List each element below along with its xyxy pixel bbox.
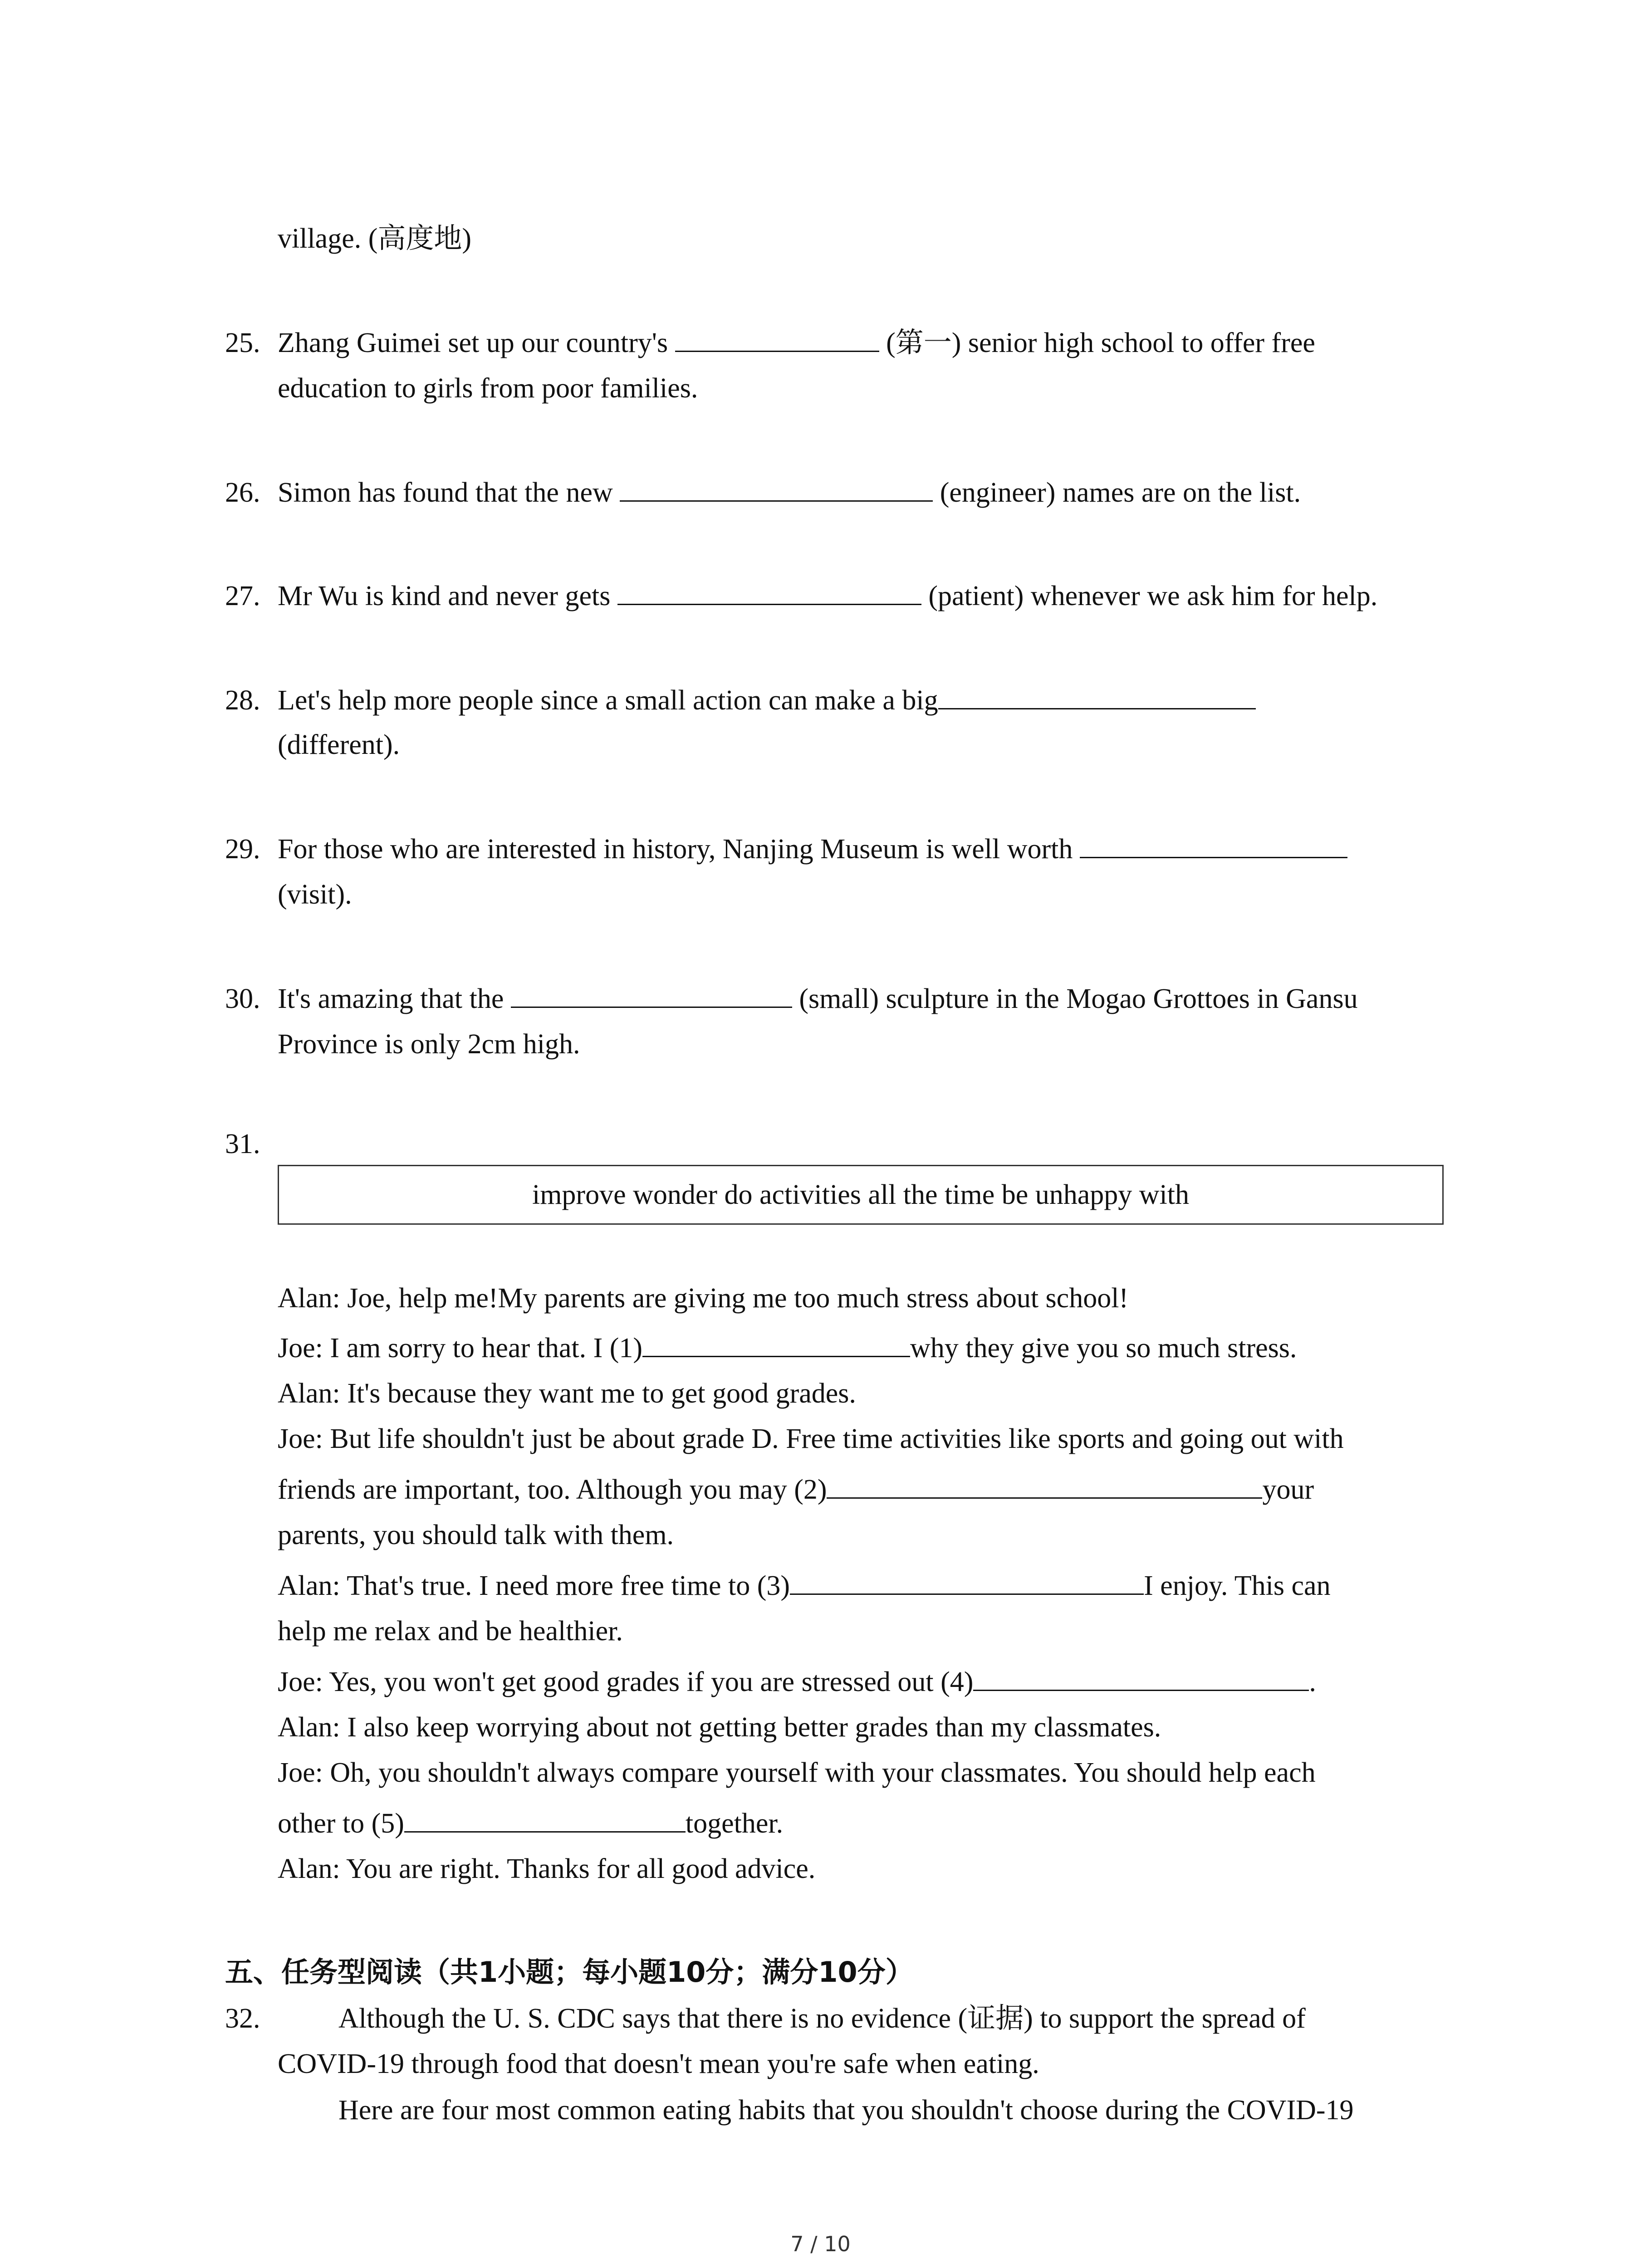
dialogue-9-text-a: Joe: Yes, you won't get good grades if you are stressed out (4) bbox=[278, 1667, 974, 1697]
question-number-30: 30. bbox=[225, 983, 260, 1014]
question-28-line-1 bbox=[278, 682, 1256, 719]
dialogue-line-12 bbox=[278, 1805, 783, 1842]
answer-blank-26[interactable] bbox=[620, 475, 933, 502]
question-number-25: 25. bbox=[225, 327, 260, 358]
question-27-line bbox=[278, 578, 1377, 614]
question-30-text-a: It's amazing that the bbox=[278, 983, 504, 1014]
answer-blank-31-2[interactable] bbox=[827, 1472, 1262, 1499]
question-30-line-1 bbox=[278, 981, 1358, 1017]
dialogue-line-6: parents, you should talk with them. bbox=[278, 1520, 674, 1550]
question-25-text-b: (第一) senior high school to offer free bbox=[886, 327, 1315, 358]
answer-blank-30[interactable] bbox=[511, 981, 792, 1008]
dialogue-5-text-a: friends are important, too. Although you may (2) bbox=[278, 1474, 827, 1505]
question-29-text-a: For those who are interested in history, Nanjing Museum is well worth bbox=[278, 834, 1073, 865]
question-number-28: 28. bbox=[225, 685, 260, 716]
dialogue-9-text-b: . bbox=[1309, 1667, 1316, 1697]
question-25-line-2: education to girls from poor families. bbox=[278, 373, 698, 404]
dialogue-5-text-b: your bbox=[1262, 1474, 1314, 1505]
dialogue-line-10: Alan: I also keep worrying about not getting better grades than my classmates. bbox=[278, 1712, 1161, 1743]
dialogue-line-3: Alan: It's because they want me to get good grades. bbox=[278, 1378, 856, 1409]
answer-blank-28[interactable] bbox=[938, 683, 1256, 709]
question-number-26: 26. bbox=[225, 477, 260, 508]
dialogue-7-text-a: Alan: That's true. I need more free time to (3) bbox=[278, 1570, 790, 1601]
dialogue-12-text-a: other to (5) bbox=[278, 1808, 404, 1839]
dialogue-line-8: help me relax and be healthier. bbox=[278, 1616, 623, 1647]
passage-line-1: Although the U. S. CDC says that there is no evidence (证据) to support the spread of bbox=[338, 2003, 1306, 2034]
question-30-text-b: (small) sculpture in the Mogao Grottoes in Gansu bbox=[799, 983, 1358, 1014]
question-28-line-2: (different). bbox=[278, 729, 400, 760]
dialogue-line-7 bbox=[278, 1568, 1331, 1604]
question-number-29: 29. bbox=[225, 834, 260, 865]
question-26-text-b: (engineer) names are on the list. bbox=[940, 477, 1301, 508]
passage-line-2: COVID-19 through food that doesn't mean you're safe when eating. bbox=[278, 2048, 1039, 2079]
dialogue-line-11: Joe: Oh, you shouldn't always compare yourself with your classmates. You should help each bbox=[278, 1757, 1316, 1788]
word-bank-box: improve wonder do activities all the time be unhappy with bbox=[278, 1165, 1444, 1225]
dialogue-2-text-b: why they give you so much stress. bbox=[910, 1333, 1297, 1364]
dialogue-line-2 bbox=[278, 1330, 1297, 1366]
dialogue-line-13: Alan: You are right. Thanks for all good advice. bbox=[278, 1853, 816, 1884]
question-number-27: 27. bbox=[225, 581, 260, 611]
dialogue-line-4: Joe: But life shouldn't just be about grade D. Free time activities like sports and going out with bbox=[278, 1423, 1344, 1454]
answer-blank-27[interactable] bbox=[617, 578, 921, 605]
question-25-line-1 bbox=[278, 325, 1315, 361]
question-27-text-a: Mr Wu is kind and never gets bbox=[278, 581, 611, 611]
dialogue-line-9 bbox=[278, 1664, 1316, 1700]
answer-blank-29[interactable] bbox=[1080, 831, 1347, 858]
question-25-text-a: Zhang Guimei set up our country's bbox=[278, 327, 668, 358]
page-number: 7 / 10 bbox=[790, 2232, 851, 2256]
answer-blank-31-5[interactable] bbox=[404, 1806, 686, 1833]
question-29-line-1 bbox=[278, 831, 1347, 867]
question-26-line bbox=[278, 474, 1301, 511]
question-number-32: 32. bbox=[225, 2003, 260, 2034]
dialogue-12-text-b: together. bbox=[685, 1808, 784, 1839]
question-number-31: 31. bbox=[225, 1129, 260, 1159]
question-27-text-b: (patient) whenever we ask him for help. bbox=[928, 581, 1378, 611]
question-30-line-2: Province is only 2cm high. bbox=[278, 1029, 580, 1060]
section-heading: 五、任务型阅读（共1小题；每小题10分；满分10分） bbox=[225, 1955, 914, 1989]
question-29-line-2: (visit). bbox=[278, 879, 352, 910]
question-28-text-a: Let's help more people since a small action can make a big bbox=[278, 685, 938, 716]
dialogue-7-text-b: I enjoy. This can bbox=[1144, 1570, 1331, 1601]
answer-blank-31-4[interactable] bbox=[973, 1664, 1309, 1691]
passage-line-3: Here are four most common eating habits that you shouldn't choose during the COVID-19 bbox=[338, 2095, 1354, 2126]
answer-blank-31-1[interactable] bbox=[642, 1330, 910, 1357]
dialogue-2-text-a: Joe: I am sorry to hear that. I (1) bbox=[278, 1333, 643, 1364]
dialogue-line-5 bbox=[278, 1471, 1314, 1508]
answer-blank-31-3[interactable] bbox=[790, 1568, 1144, 1595]
question-26-text-a: Simon has found that the new bbox=[278, 477, 613, 508]
answer-blank-25[interactable] bbox=[675, 325, 879, 352]
dialogue-line-1: Alan: Joe, help me!My parents are giving me too much stress about school! bbox=[278, 1283, 1129, 1314]
continued-line: village. (高度地) bbox=[278, 223, 472, 254]
